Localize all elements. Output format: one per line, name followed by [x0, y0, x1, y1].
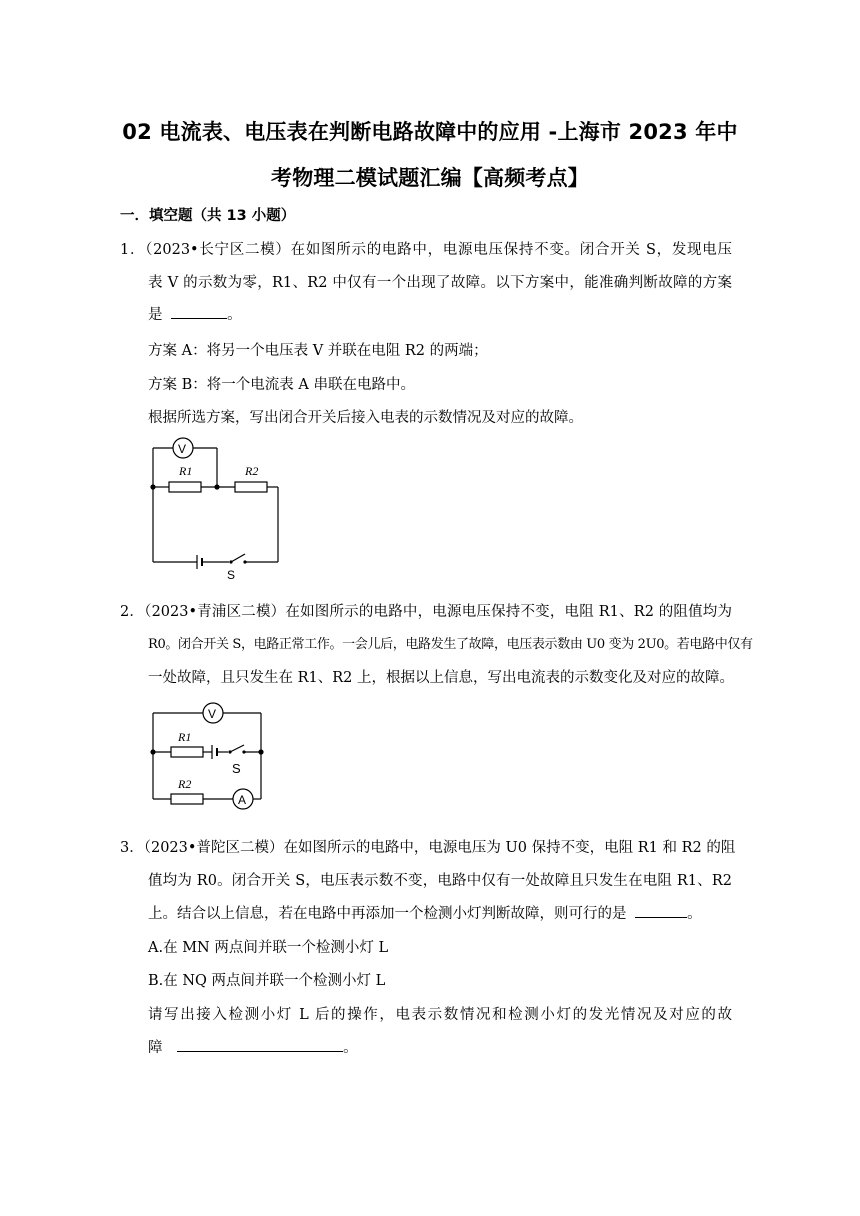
document-title-line-1: 02 电流表、电压表在判断电路故障中的应用 -上海市 2023 年中 — [122, 120, 738, 144]
q3-line-end: 。 — [687, 906, 702, 922]
q1-r2-label: R2 — [245, 464, 259, 478]
q3-text-line-3: 上。结合以上信息，若在电路中再添加一个检测小灯判断故障，则可行的是 — [148, 906, 627, 922]
q1-line-1 — [120, 238, 732, 259]
q2-text-line-1: （2023•青浦区二模）在如图所示的电路中，电源电压保持不变，电阻 R1、R2 的阻值均为 — [144, 604, 732, 620]
q3-line-2: 值均为 R0。闭合开关 S，电压表示数不变，电路中仅有一处故障且只发生在电阻 R1、R2 — [148, 873, 732, 889]
q3-option-b: B.在 NQ 两点间并联一个检测小灯 L — [148, 973, 386, 989]
q1-number: 1． — [120, 242, 146, 258]
q1-voltmeter-label: V — [178, 442, 187, 456]
q3-answer-blank-2[interactable] — [177, 1037, 343, 1052]
q2-number: 2． — [120, 604, 145, 620]
q3-text-line-1: （2023•普陀区二模）在如图所示的电路中，电源电压为 U0 保持不变，电阻 R1 和 R2 的阻 — [143, 840, 736, 856]
q1-text-line-1: （2023•长宁区二模）在如图所示的电路中，电源电压保持不变。闭合开关 S，发现电压 — [145, 242, 732, 258]
q1-circuit-diagram — [145, 432, 295, 582]
q3-line-1 — [120, 836, 736, 857]
q1-line-2: 表 V 的示数为零，R1、R2 中仅有一个出现了故障。以下方案中，能准确判断故障的方案 — [148, 275, 732, 291]
q2-switch-label: S — [232, 761, 241, 776]
q3-answer-blank-1[interactable] — [635, 903, 687, 918]
q3-option-a: A.在 MN 两点间并联一个检测小灯 L — [148, 940, 389, 956]
q2-line-3: 一处故障，且只发生在 R1、R2 上，根据以上信息，写出电流表的示数变化及对应的故障。 — [148, 670, 735, 686]
q1-line-5: 方案 B：将一个电流表 A 串联在电路中。 — [148, 377, 415, 393]
q2-line-2: R0。闭合开关 S，电路正常工作。一会儿后，电路发生了故障，电压表示数由 U0 变为 2U0。若电路中仅有 — [148, 637, 753, 652]
q2-circuit-diagram — [145, 698, 275, 813]
q2-line-1 — [120, 600, 732, 621]
q1-line-4: 方案 A：将另一个电压表 V 并联在电阻 R2 的两端； — [148, 343, 488, 359]
q2-ammeter-label: A — [238, 793, 247, 807]
q3-line-6: 请写出接入检测小灯 L 后的操作，电表示数情况和检测小灯的发光情况及对应的故 — [148, 1007, 732, 1023]
q1-line-6: 根据所选方案，写出闭合开关后接入电表的示数情况及对应的故障。 — [148, 410, 583, 426]
q3-number: 3． — [120, 840, 144, 856]
q1-text-line-3: 是 — [148, 307, 163, 323]
section-heading: 一．填空题（共 13 小题） — [120, 208, 296, 224]
q1-answer-blank[interactable] — [171, 304, 227, 319]
q1-line-3 — [148, 303, 242, 324]
q3-line-3 — [148, 902, 702, 923]
q1-r1-label: R1 — [179, 464, 193, 478]
q2-r2-label: R2 — [178, 777, 192, 791]
q3-line-7 — [148, 1036, 358, 1057]
q3-line-end-2: 。 — [343, 1040, 358, 1056]
q1-switch-label: S — [227, 568, 236, 582]
document-title-line-2: 考物理二模试题汇编【高频考点】 — [271, 166, 589, 190]
q3-text-line-7: 障 — [148, 1040, 163, 1056]
q2-r1-label: R1 — [178, 730, 192, 744]
q2-voltmeter-label: V — [208, 707, 217, 721]
q1-line-end: 。 — [227, 307, 242, 323]
